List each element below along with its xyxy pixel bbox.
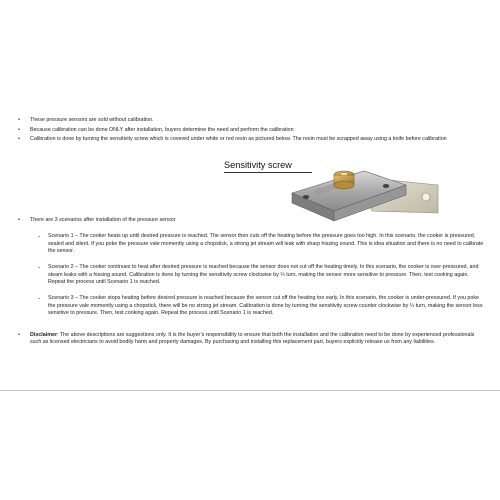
bullet-dot-icon: • bbox=[18, 217, 20, 223]
sub-bullet-dash-icon: - bbox=[38, 233, 41, 240]
bullet-dot-icon: • bbox=[18, 136, 20, 142]
intro-bullet-1: These pressure sensors are sold without calibration. bbox=[30, 117, 154, 123]
scenario-1-text: Scenario 1 – The cooker heats up until desired pressure is reached. The sensor then cuts off the heating before the pressure goes too high. In this scenario, the cooker is pressured, sealed and silent. If you poke the pressure vale momently using a chopstick, a strong jet stream will leak with sharp hissing sound. This is idea situation and there is no need to calibrate the sensor. bbox=[48, 233, 484, 255]
scenario-3-text: Scenario 3 – The cooker stops heating before desired pressure is reached because the sensor cut off the heating too early. In this scenario, the cooker is under-pressured. If you poke the pressure vale momently using a chopstick, there will be no strong jet stream. Calibration is done by turning the sensitivity screw counter clockwise by ¼ turn, making the sensor less sensitive to pressure. Then, test cooking again. Repeat the process until Scenario 1 is reached. bbox=[48, 295, 483, 317]
sub-bullet-dash-icon: - bbox=[38, 295, 41, 302]
pressure-sensor-photo bbox=[288, 163, 448, 225]
sub-bullet-dash-icon: - bbox=[38, 264, 41, 271]
sensitivity-screw-label: Sensitivity screw bbox=[224, 160, 292, 170]
disclaimer-text: : The above descriptions are suggestions only. It is the buyer’s responsibility to ensure that both the installation and the calibration need to be done by experienced professionals such as licensed electricians to avoid bodily harm and property damages. By purchasing and installing this replacement part, buyers explicitly release us from any liabilities. bbox=[30, 332, 475, 346]
intro-bullet-2: Because calibration can be done ONLY after installation, buyers determine the need and perform the calibration bbox=[30, 127, 294, 133]
disclaimer-label: Disclaimer bbox=[30, 332, 58, 338]
bullet-dot-icon: • bbox=[18, 117, 20, 123]
scenarios-intro: There are 3 scenarios after installation of the pressure sensor bbox=[30, 217, 176, 223]
scenario-2-text: Scenario 2 – The cooker continues to heat after desired pressure is reached because the sensor does not cut off the heating timely. In this scenario, the cooker is over-pressured, and steam leaks with a hissing sound. Calibration is done by turning the sensitivity screw clockwise by ¼ turn, making the sensor more sensitive to pressure. Then, test cooking again. Repeat the process until Scenario 1 is reached. bbox=[48, 264, 479, 286]
bullet-dot-icon: • bbox=[18, 127, 20, 133]
bullet-dot-icon: • bbox=[18, 332, 20, 338]
intro-bullet-3: Calibration is done by turning the sensitivity screw which is covered under white or red resin as pictured below. The resin must be scrapped away using a knife before calibration bbox=[30, 136, 447, 142]
page-divider bbox=[0, 390, 500, 391]
disclaimer-paragraph bbox=[30, 332, 485, 346]
